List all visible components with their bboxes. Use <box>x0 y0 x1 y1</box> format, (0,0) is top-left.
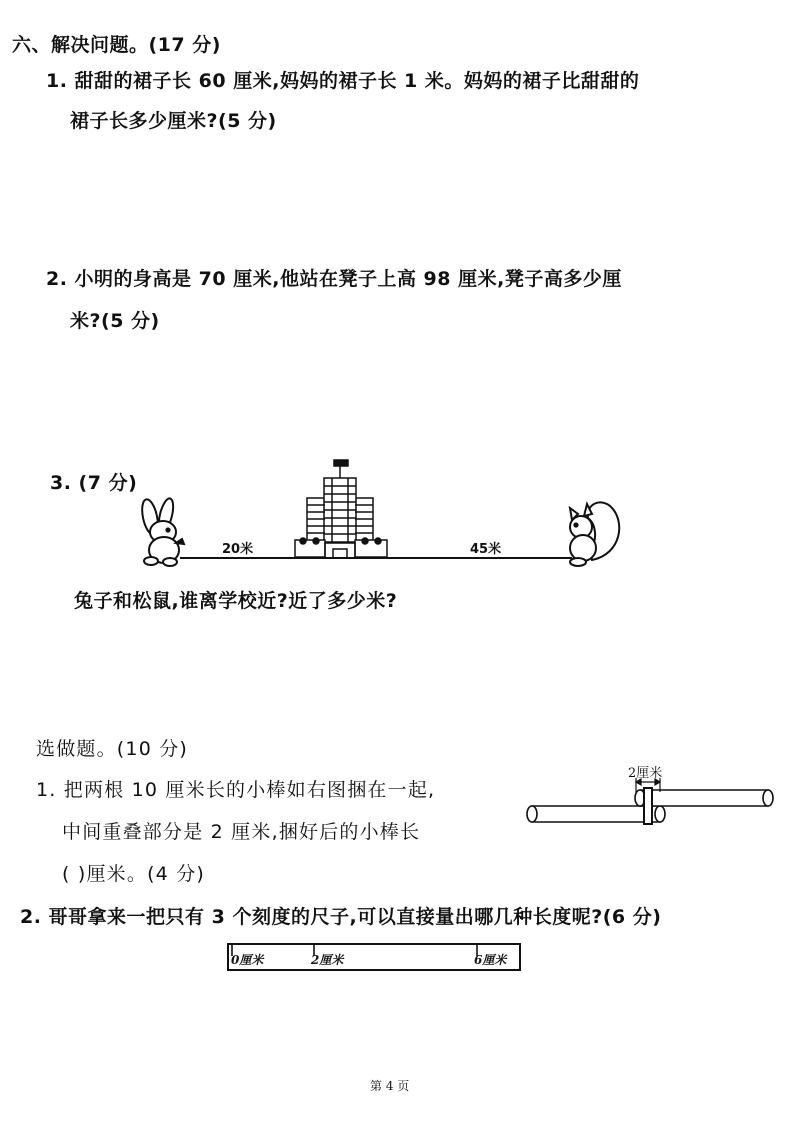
ruler-mark-2: 2厘米 <box>311 953 344 967</box>
optional-question-1-line-2: 中间重叠部分是 2 厘米,捆好后的小棒长 <box>62 821 421 843</box>
optional-question-1-line-1: 1. 把两根 10 厘米长的小棒如右图捆在一起, <box>36 779 436 801</box>
optional-question-1-line-3: ( )厘米。(4 分) <box>62 863 206 885</box>
squirrel-distance-label: 45米 <box>470 542 502 557</box>
section-heading-solve-problems: 六、解决问题。(17 分) <box>12 34 221 56</box>
question-1-line-2: 裙子长多少厘米?(5 分) <box>70 110 277 132</box>
overlap-label: 2厘米 <box>628 766 663 781</box>
question-1-line-1: 1. 甜甜的裙子长 60 厘米,妈妈的裙子长 1 米。妈妈的裙子比甜甜的 <box>46 70 640 92</box>
ruler-mark-0: 0厘米 <box>231 953 264 967</box>
optional-question-2-line-1: 2. 哥哥拿来一把只有 3 个刻度的尺子,可以直接量出哪几种长度呢?(6 分) <box>20 906 662 928</box>
question-2-line-1: 2. 小明的身高是 70 厘米,他站在凳子上高 98 厘米,凳子高多少厘 <box>46 268 622 290</box>
question-3-number: 3. (7 分) <box>50 472 138 494</box>
question-2-line-2: 米?(5 分) <box>70 310 160 332</box>
section-heading-optional: 选做题。(10 分) <box>36 738 189 760</box>
rabbit-distance-label: 20米 <box>222 542 254 557</box>
ruler-mark-6: 6厘米 <box>474 953 507 967</box>
page-number: 第 4 页 <box>370 1079 410 1093</box>
question-3-text: 兔子和松鼠,谁离学校近?近了多少米? <box>74 590 398 612</box>
